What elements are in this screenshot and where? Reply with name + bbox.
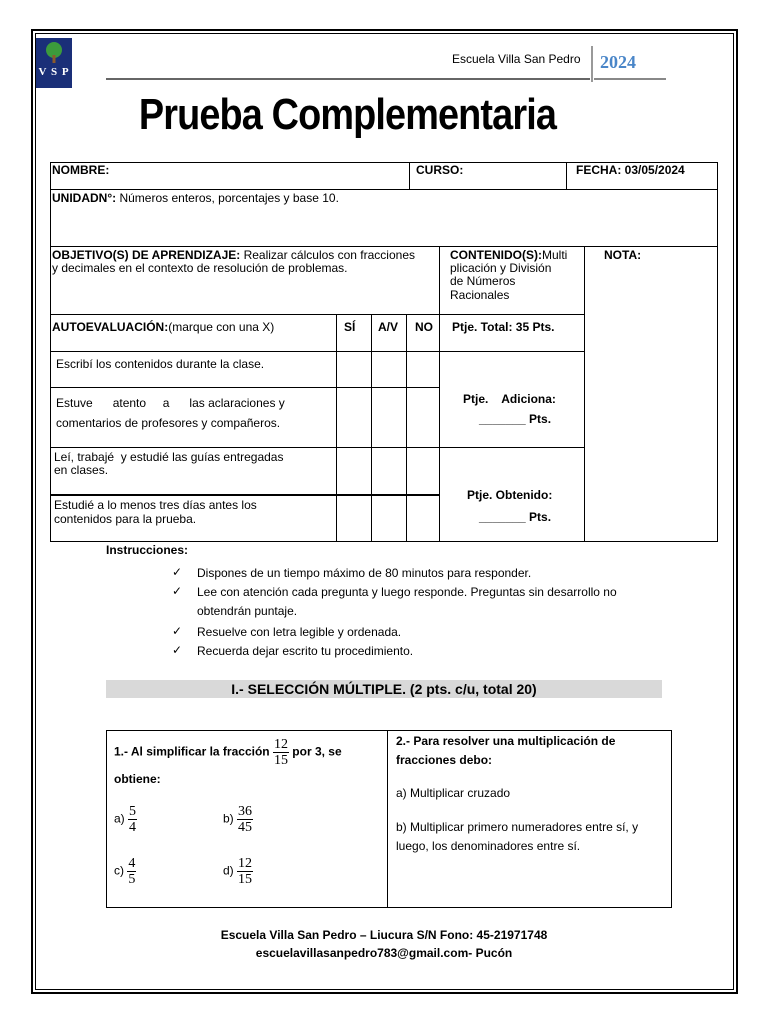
unidad-row	[52, 192, 339, 205]
autoeval-item-line2: en clases.	[54, 463, 109, 477]
option-fraction	[237, 804, 253, 835]
grid-line	[336, 314, 337, 542]
fraction-denominator: 45	[238, 820, 253, 835]
fraction-denominator: 5	[128, 872, 136, 887]
autoeval-item: Estuve atento a las aclaraciones y	[56, 396, 285, 410]
grid-line	[566, 162, 567, 189]
instruction-item: Resuelve con letra legible y ordenada.	[197, 625, 402, 639]
ptje-adiciona-blank: _______ Pts.	[479, 412, 552, 426]
ptje-total: Ptje. Total: 35 Pts.	[452, 320, 555, 334]
nota-label: NOTA:	[604, 248, 642, 262]
q1-prefix: 1.- Al simplificar la fracción	[114, 744, 270, 759]
contenido-value: Multi	[542, 248, 568, 262]
check-icon: ✓	[172, 643, 183, 657]
q2-prompt: 2.- Para resolver una multiplicación de	[396, 734, 616, 748]
ptje-adiciona: Ptje. Adiciona:	[463, 392, 556, 406]
unidad-value: Números enteros, porcentajes y base 10.	[116, 191, 339, 205]
info-table	[50, 162, 718, 542]
year: 2024	[600, 52, 636, 72]
col-av: A/V	[378, 320, 399, 334]
q1-prompt-line2: obtiene:	[114, 772, 161, 786]
grid-line	[409, 162, 410, 189]
instruction-item: Recuerda dejar escrito tu procedimiento.	[197, 644, 414, 658]
grid-line	[439, 246, 440, 542]
q1-suffix: por 3, se	[292, 744, 342, 759]
autoevaluacion-hint: (marque con una X)	[168, 320, 275, 334]
option-label: a)	[114, 811, 125, 826]
logo-letters: V S P	[38, 66, 70, 78]
grid-line	[50, 189, 718, 190]
fraction-numerator: 36	[238, 804, 253, 819]
grid-line	[50, 246, 718, 247]
header-divider	[106, 78, 590, 80]
col-si: SÍ	[344, 320, 356, 334]
fraction-numerator: 4	[128, 856, 136, 871]
grid-line	[371, 314, 372, 542]
autoevaluacion-label: AUTOEVALUACIÓN:	[52, 320, 169, 334]
instruction-item-line2: obtendrán puntaje.	[197, 604, 298, 618]
grid-line	[50, 351, 584, 352]
instruction-item: Dispones de un tiempo máximo de 80 minutos para responder.	[197, 566, 532, 580]
curso-label: CURSO:	[416, 163, 464, 177]
col-no: NO	[415, 320, 433, 334]
q1-fraction	[273, 737, 289, 768]
objetivo-value-line2: y decimales en el contexto de resolución de problemas.	[52, 261, 348, 275]
fraction-denominator: 15	[273, 753, 288, 768]
footer-email: escuelavillasanpedro783@gmail.com- Pucón	[255, 946, 513, 960]
contenido-value-line2: plicación y División	[450, 261, 552, 275]
q1-prompt	[114, 737, 342, 768]
contenido-label: CONTENIDO(S):	[450, 248, 542, 262]
objetivo-label: OBJETIVO(S) DE APRENDIZAJE:	[52, 248, 241, 262]
fraction-numerator: 5	[129, 804, 137, 819]
autoeval-item-line2: contenidos para la prueba.	[54, 512, 197, 526]
fraction-denominator: 15	[238, 872, 253, 887]
option-label: b)	[223, 811, 234, 826]
instruction-item: Lee con atención cada pregunta y luego responde. Preguntas sin desarrollo no	[197, 585, 617, 599]
school-name: Escuela Villa San Pedro	[452, 52, 581, 66]
option-fraction	[127, 856, 136, 887]
autoeval-item: Escribí los contenidos durante la clase.	[56, 357, 265, 371]
autoeval-item: Leí, trabajé y estudié las guías entregadas	[54, 450, 284, 464]
q2-prompt-line2: fracciones debo:	[396, 753, 493, 767]
grid-line	[50, 494, 440, 496]
instrucciones-title: Instrucciones:	[106, 543, 189, 557]
ptje-obtenido-blank: _______ Pts.	[479, 510, 552, 524]
check-icon: ✓	[172, 584, 183, 598]
grid-line	[584, 246, 585, 542]
option-fraction	[237, 856, 253, 887]
contenido-value-line4: Racionales	[450, 288, 510, 302]
questions-divider	[387, 730, 388, 908]
nombre-label: NOMBRE:	[52, 163, 110, 177]
year-separator	[591, 46, 593, 82]
q1-option-d[interactable]	[223, 856, 253, 887]
autoevaluacion-header	[52, 321, 274, 334]
fecha-label: FECHA: 03/05/2024	[576, 163, 685, 177]
q1-option-b[interactable]	[223, 804, 253, 835]
footer-address: Escuela Villa San Pedro – Liucura S/N Fono: 45-21971748	[220, 928, 548, 942]
option-label: c)	[114, 863, 124, 878]
autoeval-item-line2: comentarios de profesores y compañeros.	[56, 416, 281, 430]
grid-line	[50, 314, 584, 315]
option-fraction	[128, 804, 137, 835]
fraction-numerator: 12	[238, 856, 253, 871]
tree-icon	[41, 41, 67, 63]
grid-line	[50, 447, 584, 448]
grid-line	[406, 314, 407, 542]
option-label: d)	[223, 863, 234, 878]
unidad-label: UNIDADN°:	[52, 191, 117, 205]
autoeval-item: Estudié a lo menos tres días antes los	[54, 498, 257, 512]
check-icon: ✓	[172, 624, 183, 638]
year-underline	[594, 78, 666, 80]
ptje-obtenido: Ptje. Obtenido:	[467, 488, 553, 502]
section-title: I.- SELECCIÓN MÚLTIPLE. (2 pts. c/u, total 20)	[231, 681, 537, 697]
page-title: Prueba Complementaria	[138, 90, 557, 139]
q2-option-b-line2: luego, los denominadores entre sí.	[396, 839, 581, 853]
school-logo	[36, 38, 72, 88]
grid-line	[50, 387, 440, 388]
check-icon: ✓	[172, 565, 183, 579]
q1-option-a[interactable]	[114, 804, 137, 835]
fraction-numerator: 12	[273, 737, 288, 752]
q1-option-c[interactable]	[114, 856, 136, 887]
q2-option-b[interactable]: b) Multiplicar primero numeradores entre sí, y	[396, 820, 639, 834]
contenido-value-line3: de Números	[450, 274, 516, 288]
fraction-denominator: 4	[129, 820, 137, 835]
q2-option-a[interactable]: a) Multiplicar cruzado	[396, 786, 511, 800]
objetivo-value: Realizar cálculos con fracciones	[240, 248, 415, 262]
